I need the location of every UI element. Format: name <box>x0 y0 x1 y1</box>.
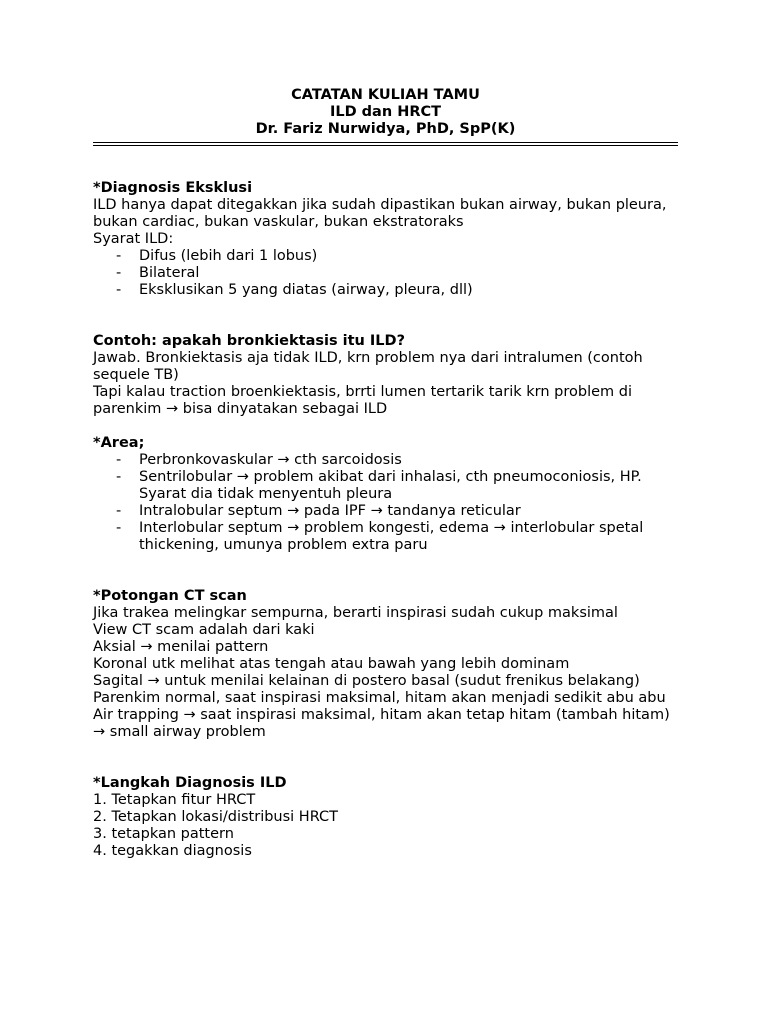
section-area <box>93 435 678 554</box>
paragraph: ILD hanya dapat ditegakkan jika sudah dipastikan bukan airway, bukan pleura, bukan cardiac, bukan vaskular, bukan ekstratoraks <box>93 197 667 230</box>
section-title: *Langkah Diagnosis ILD <box>93 775 287 791</box>
list-item: - Interlobular septum → problem kongesti, edema → interlobular spetal thickening, umunya problem extra paru <box>93 520 678 554</box>
header-subtitle: ILD dan HRCT <box>329 104 442 120</box>
numbered-step: 2. Tetapkan lokasi/distribusi HRCT <box>93 809 339 825</box>
list-item: - Bilateral <box>93 265 678 282</box>
bullet-list <box>93 248 678 299</box>
numbered-step: 4. tegakkan diagnosis <box>93 843 252 859</box>
section-diagnosis-eksklusi <box>93 180 678 299</box>
paragraph: Jika trakea melingkar sempurna, berarti inspirasi sudah cukup maksimal <box>93 605 618 621</box>
document-page <box>93 87 678 860</box>
section-contoh <box>93 333 678 418</box>
paragraph: Syarat ILD: <box>93 231 174 247</box>
paragraph: Koronal utk melihat atas tengah atau bawah yang lebih dominam <box>93 656 570 672</box>
paragraph: Aksial → menilai pattern <box>93 639 269 655</box>
paragraph: Tapi kalau traction broenkiektasis, brrti lumen tertarik tarik krn problem di parenkim → bisa dinyatakan sebagai ILD <box>93 384 633 417</box>
section-langkah-diagnosis <box>93 775 678 860</box>
list-item: - Difus (lebih dari 1 lobus) <box>93 248 678 265</box>
section-potongan-ct <box>93 588 678 741</box>
header-title: CATATAN KULIAH TAMU <box>291 87 480 103</box>
header-divider-top <box>93 142 678 143</box>
paragraph: Parenkim normal, saat inspirasi maksimal, hitam akan menjadi sedikit abu abu <box>93 690 666 706</box>
list-item: - Eksklusikan 5 yang diatas (airway, pleura, dll) <box>93 282 678 299</box>
section-title: *Diagnosis Eksklusi <box>93 180 253 196</box>
list-item: - Sentrilobular → problem akibat dari inhalasi, cth pneumoconiosis, HP. Syarat dia tidak menyentuh pleura <box>93 469 678 503</box>
list-item: - Perbronkovaskular → cth sarcoidosis <box>93 452 678 469</box>
section-title: *Potongan CT scan <box>93 588 247 604</box>
document-header <box>93 87 678 138</box>
paragraph: View CT scam adalah dari kaki <box>93 622 315 638</box>
header-author: Dr. Fariz Nurwidya, PhD, SpP(K) <box>255 121 516 137</box>
paragraph: Jawab. Bronkiektasis aja tidak ILD, krn problem nya dari intralumen (contoh sequele TB) <box>93 350 643 383</box>
bullet-list <box>93 452 678 554</box>
numbered-step: 1. Tetapkan fitur HRCT <box>93 792 256 808</box>
section-title: *Area; <box>93 435 145 451</box>
numbered-step: 3. tetapkan pattern <box>93 826 234 842</box>
paragraph: Sagital → untuk menilai kelainan di postero basal (sudut frenikus belakang) <box>93 673 640 689</box>
section-title: Contoh: apakah bronkiektasis itu ILD? <box>93 333 405 349</box>
paragraph: Air trapping → saat inspirasi maksimal, hitam akan tetap hitam (tambah hitam) → small airway problem <box>93 707 670 740</box>
list-item: - Intralobular septum → pada IPF → tandanya reticular <box>93 503 678 520</box>
